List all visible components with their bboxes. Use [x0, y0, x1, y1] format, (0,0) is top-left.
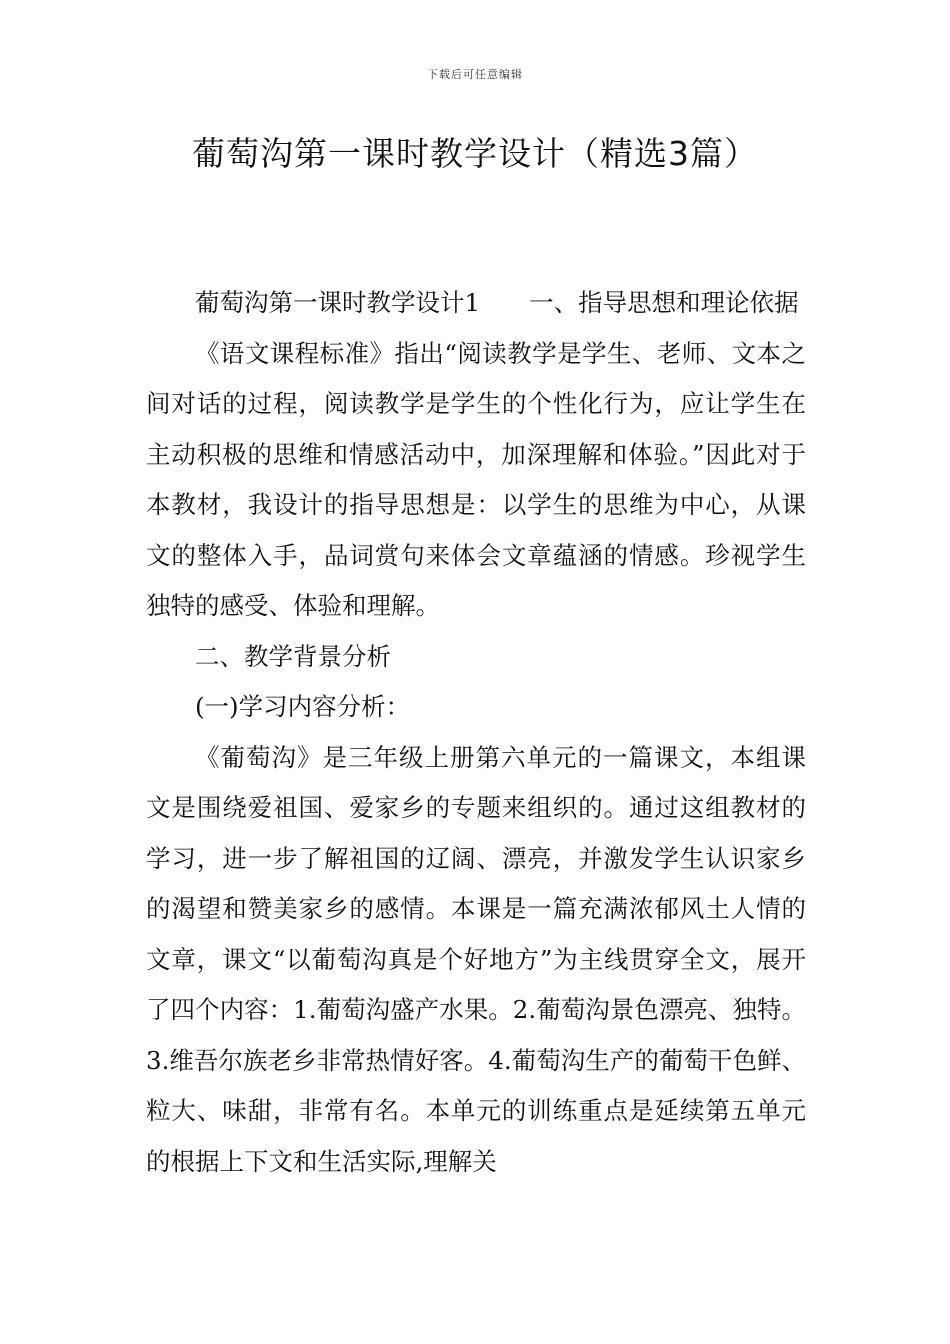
paragraph-content-analysis: 《葡萄沟》是三年级上册第六单元的一篇课文，本组课文是围绕爱祖国、爱家乡的专题来组织的。通过这组教材的学习，进一步了解祖国的辽阔、漂亮，并激发学生认识家乡的渴望和赞美家乡的感情。本课是一篇充满浓郁风土人情的文章，课文“以葡萄沟真是个好地方”为主线贯穿全文，展开了四个内容：1.葡萄沟盛产水果。2.葡萄沟景色漂亮、独特。3.维吾尔族老乡非常热情好客。4.葡萄沟生产的葡萄干色鲜、粒大、味甜，非常有名。本单元的训练重点是延续第五单元的根据上下文和生活实际,理解关 — [146, 742, 806, 1176]
document-body — [146, 278, 806, 1187]
paragraph-heading-1: 葡萄沟第一课时教学设计1 一、指导思想和理论依据 — [195, 288, 799, 317]
paragraph-subheading-1: (一)学习内容分析： — [195, 692, 411, 721]
paragraph-heading-2: 二、教学背景分析 — [195, 641, 391, 671]
paragraph-guiding-ideas: 《语文课程标准》指出“阅读教学是学生、老师、文本之间对话的过程，阅读教学是学生的个性化行为，应让学生在主动积极的思维和情感活动中，加深理解和体验。”因此对于本教材，我设计的指导思想是：以学生的思维为中心，从课文的整体入手，品词赏句来体会文章蕴涵的情感。珍视学生独特的感受、体验和理解。 — [146, 338, 806, 620]
header-note: 下载后可任意编辑 — [427, 68, 523, 81]
page-title: 葡萄沟第一课时教学设计（精选3篇） — [192, 134, 758, 173]
